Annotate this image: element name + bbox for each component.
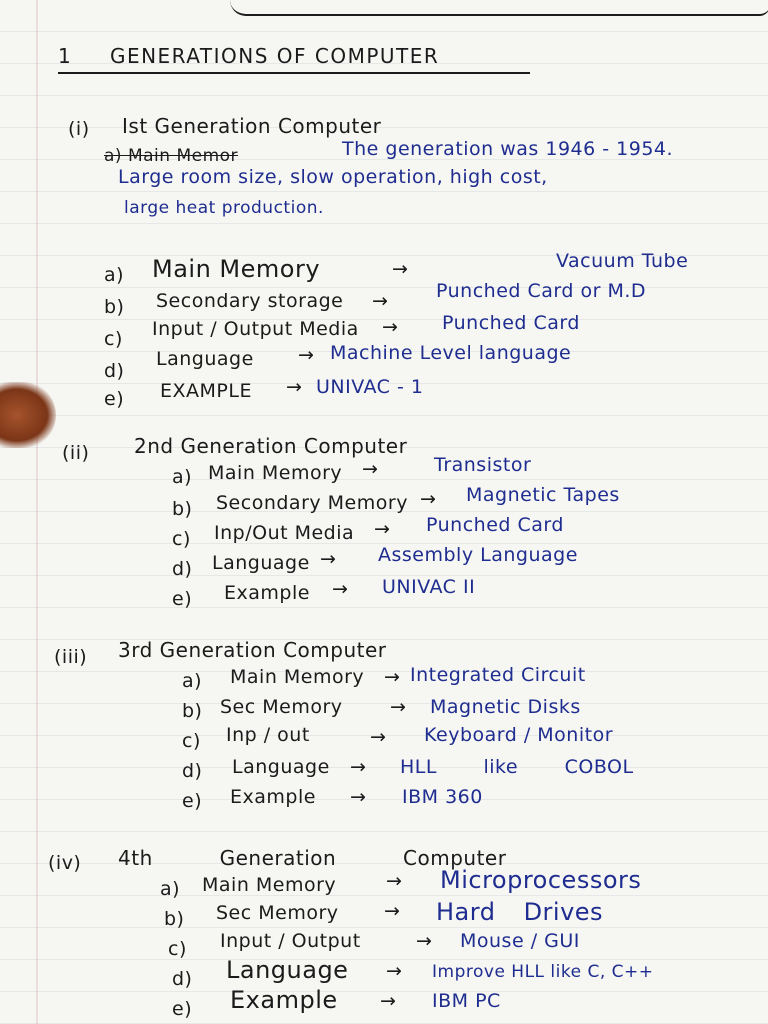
section-1-heading: Ist Generation Computer — [122, 114, 382, 138]
list-item-letter: b) — [164, 908, 185, 930]
list-item-label: Sec Memory — [216, 902, 339, 924]
list-item-letter: a) — [182, 670, 203, 692]
arrow-icon: → — [374, 518, 391, 540]
list-item-label: Input / Output Media — [152, 318, 359, 340]
list-item-letter: e) — [172, 998, 193, 1020]
arrow-icon: → — [386, 960, 403, 982]
arrow-icon: → — [386, 870, 403, 892]
section-1-struck-text: a) Main Memor — [104, 146, 239, 166]
arrow-icon: → — [416, 930, 433, 952]
list-item-label: Secondary Memory — [216, 492, 408, 514]
arrow-icon: → — [286, 376, 303, 398]
list-item-label: Language — [232, 756, 330, 778]
list-item-label: Main Memory — [152, 255, 321, 283]
arrow-icon: → — [298, 344, 315, 366]
list-item-letter: c) — [182, 730, 201, 752]
list-item-label: Example — [224, 582, 310, 604]
section-1-intro-line3: large heat production. — [124, 198, 324, 218]
arrow-icon: → — [392, 258, 409, 280]
list-item-label: Inp / out — [226, 724, 310, 746]
list-item-value: Machine Level language — [330, 342, 572, 364]
arrow-icon: → — [380, 990, 397, 1012]
arrow-icon: → — [362, 458, 379, 480]
arrow-icon: → — [390, 696, 407, 718]
list-item-letter: b) — [104, 296, 125, 318]
section-2-numeral: (ii) — [62, 442, 90, 464]
list-item-value: Punched Card — [426, 514, 564, 536]
list-item-letter: e) — [172, 588, 193, 610]
list-item-label: Inp/Out Media — [214, 522, 355, 544]
list-item-value: Punched Card — [442, 312, 580, 334]
list-item-letter: d) — [172, 558, 193, 580]
list-item-letter: c) — [172, 528, 191, 550]
list-item-letter: e) — [104, 388, 125, 410]
list-item-label: Example — [230, 786, 316, 808]
list-item-label: EXAMPLE — [160, 380, 252, 402]
list-item-letter: b) — [172, 498, 193, 520]
list-item-value: Improve HLL like C, C++ — [432, 962, 654, 982]
margin-line — [36, 0, 38, 1024]
page-title — [58, 44, 439, 68]
list-item-value: Punched Card or M.D — [436, 280, 647, 302]
list-item-label: Main Memory — [208, 462, 343, 484]
arrow-icon: → — [350, 786, 367, 808]
list-item-label: Secondary storage — [156, 290, 344, 312]
arrow-icon: → — [384, 900, 401, 922]
list-item-value: Magnetic Disks — [430, 696, 581, 718]
section-1-numeral: (i) — [68, 118, 90, 140]
list-item-letter: e) — [182, 790, 203, 812]
section-1-intro-line1: The generation was 1946 - 1954. — [342, 138, 674, 160]
title-text: GENERATIONS OF COMPUTER — [109, 44, 440, 68]
section-4-numeral: (iv) — [48, 852, 82, 874]
list-item-letter: d) — [104, 360, 125, 382]
arrow-icon: → — [372, 290, 389, 312]
list-item-label: Sec Memory — [220, 696, 343, 718]
list-item-value: Integrated Circuit — [410, 664, 586, 686]
list-item-label: Language — [226, 956, 349, 984]
arrow-icon: → — [384, 666, 401, 688]
arrow-icon: → — [420, 488, 437, 510]
list-item-label: Main Memory — [202, 874, 337, 896]
list-item-label: Main Memory — [230, 666, 365, 688]
arrow-icon: → — [332, 578, 349, 600]
arrow-icon: → — [370, 726, 387, 748]
section-4-heading: 4th Generation Computer — [118, 846, 507, 870]
list-item-value: Microprocessors — [440, 866, 642, 894]
list-item-value: Vacuum Tube — [556, 250, 689, 272]
section-2-heading: 2nd Generation Computer — [134, 434, 408, 458]
list-item-letter: a) — [104, 264, 125, 286]
list-item-value: HLL like COBOL — [400, 756, 634, 778]
list-item-value: Mouse / GUI — [460, 930, 580, 952]
list-item-letter: c) — [168, 938, 187, 960]
list-item-label: Language — [156, 348, 254, 370]
thumb-image — [0, 382, 56, 448]
list-item-value: Hard Drives — [436, 898, 604, 926]
list-item-value: UNIVAC II — [382, 576, 476, 598]
list-item-letter: c) — [104, 328, 123, 350]
arrow-icon: → — [350, 756, 367, 778]
arrow-icon: → — [320, 548, 337, 570]
title-number: 1 — [58, 44, 73, 68]
list-item-letter: d) — [182, 760, 203, 782]
arrow-icon: → — [382, 316, 399, 338]
list-item-value: Assembly Language — [378, 544, 578, 566]
section-3-heading: 3rd Generation Computer — [118, 638, 387, 662]
list-item-value: Magnetic Tapes — [466, 484, 620, 506]
list-item-value: IBM 360 — [402, 786, 483, 808]
section-1-intro-line2: Large room size, slow operation, high cost, — [118, 166, 548, 188]
list-item-label: Language — [212, 552, 310, 574]
list-item-letter: d) — [172, 968, 193, 990]
list-item-value: UNIVAC - 1 — [316, 376, 424, 398]
list-item-letter: a) — [160, 878, 181, 900]
list-item-label: Example — [230, 986, 338, 1014]
section-3-numeral: (iii) — [54, 646, 88, 668]
list-item-value: IBM PC — [432, 990, 501, 1012]
list-item-letter: b) — [182, 700, 203, 722]
list-item-letter: a) — [172, 466, 193, 488]
list-item-label: Input / Output — [220, 930, 361, 952]
list-item-value: Transistor — [434, 454, 532, 476]
list-item-value: Keyboard / Monitor — [424, 724, 614, 746]
top-scribble — [230, 0, 768, 16]
title-underline — [58, 72, 530, 74]
